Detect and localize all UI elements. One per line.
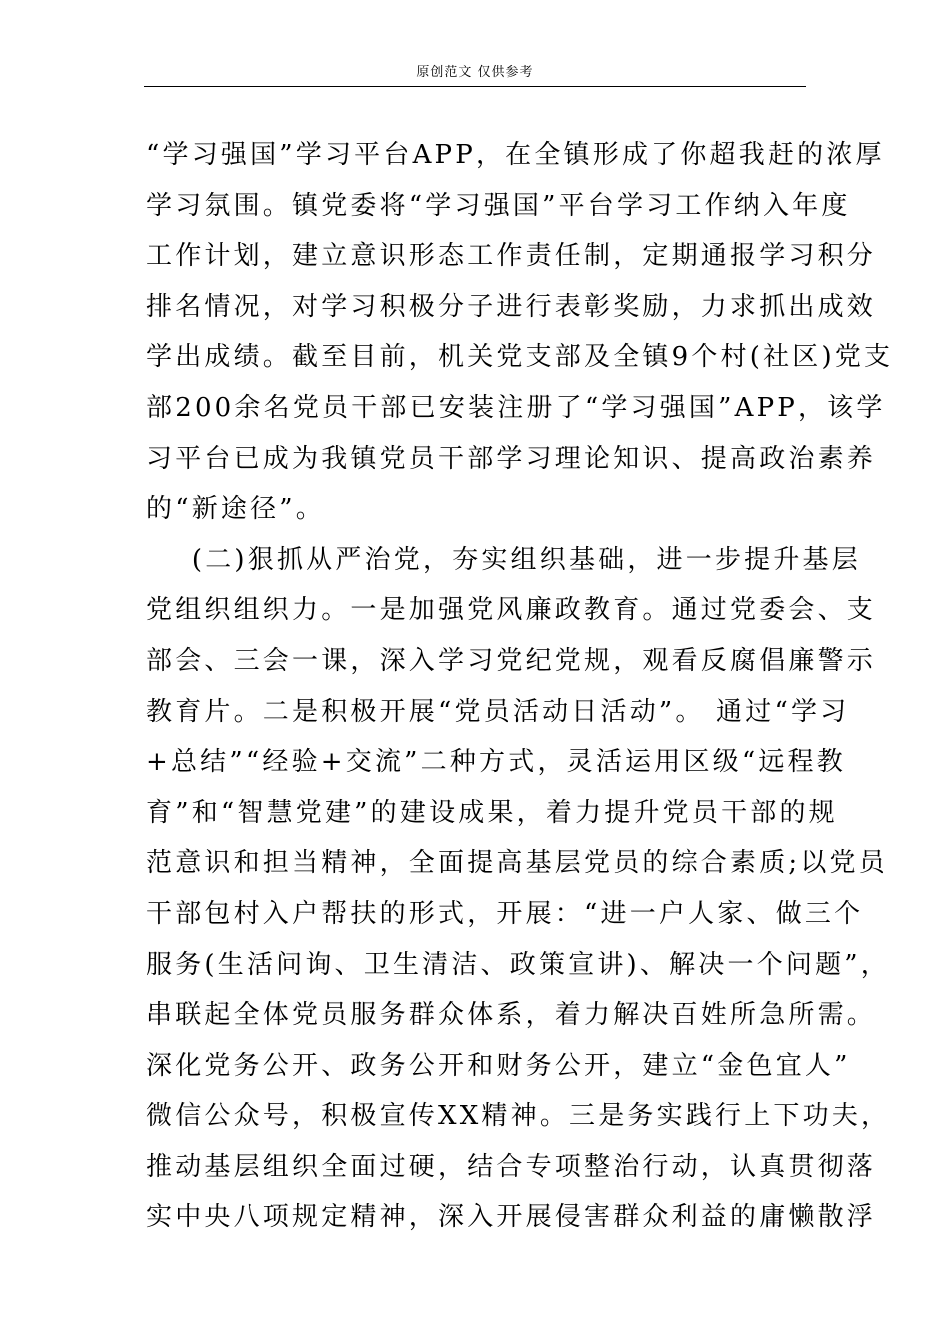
text-line: 工作计划，建立意识形态工作责任制，定期通报学习积分	[146, 241, 877, 272]
section-heading-line: (二)狠抓从严治党，夯实组织基础，进一步提升基层	[146, 544, 861, 575]
text-line: 部会、三会一课，深入学习党纪党规，观看反腐倡廉警示	[146, 645, 877, 676]
text-line: 教育片。二是积极开展“党员活动日活动”。 通过“学习	[146, 696, 850, 727]
page-header: 原创范文 仅供参考	[416, 65, 534, 80]
text-line: 实中央八项规定精神，深入开展侵害群众利益的庸懒散浮	[146, 1202, 877, 1233]
text-line: 微信公众号，积极宣传XX精神。三是务实践行上下功夫，	[146, 1101, 891, 1132]
text-line: 深化党务公开、政务公开和财务公开，建立“金色宜人”	[146, 1050, 851, 1081]
header-divider	[144, 86, 806, 87]
text-line: 习平台已成为我镇党员干部学习理论知识、提高政治素养	[146, 443, 877, 474]
text-line: 推动基层组织全面过硬，结合专项整治行动，认真贯彻落	[146, 1151, 877, 1182]
text-line: 的“新途径”。	[146, 494, 325, 525]
text-line: +总结”“经验+交流”二种方式，灵活运用区级“远程教	[146, 747, 846, 778]
text-line: 串联起全体党员服务群众体系，着力解决百姓所急所需。	[146, 1000, 877, 1031]
text-line: 范意识和担当精神，全面提高基层党员的综合素质;以党员	[146, 848, 888, 879]
text-line: 部200余名党员干部已安装注册了“学习强国”APP，该学	[146, 392, 886, 423]
text-line: 排名情况，对学习积极分子进行表彰奖励，力求抓出成效	[146, 291, 877, 322]
document-body	[146, 130, 894, 1243]
text-line: “学习强国”学习平台APP，在全镇形成了你超我赶的浓厚	[146, 140, 885, 170]
text-line: 党组织组织力。一是加强党风廉政教育。通过党委会、支	[146, 595, 877, 626]
text-line: 学出成绩。截至目前，机关党支部及全镇9个村(社区)党支	[146, 342, 894, 373]
text-line: 服务(生活问询、卫生清洁、政策宣讲)、解决一个问题”，	[146, 949, 890, 980]
text-line: 育”和“智慧党建”的建设成果，着力提升党员干部的规	[146, 797, 838, 828]
text-line: 干部包村入户帮扶的形式，开展：“进一户人家、做三个	[146, 898, 864, 929]
text-line: 学习氛围。镇党委将“学习强国”平台学习工作纳入年度	[146, 190, 851, 221]
